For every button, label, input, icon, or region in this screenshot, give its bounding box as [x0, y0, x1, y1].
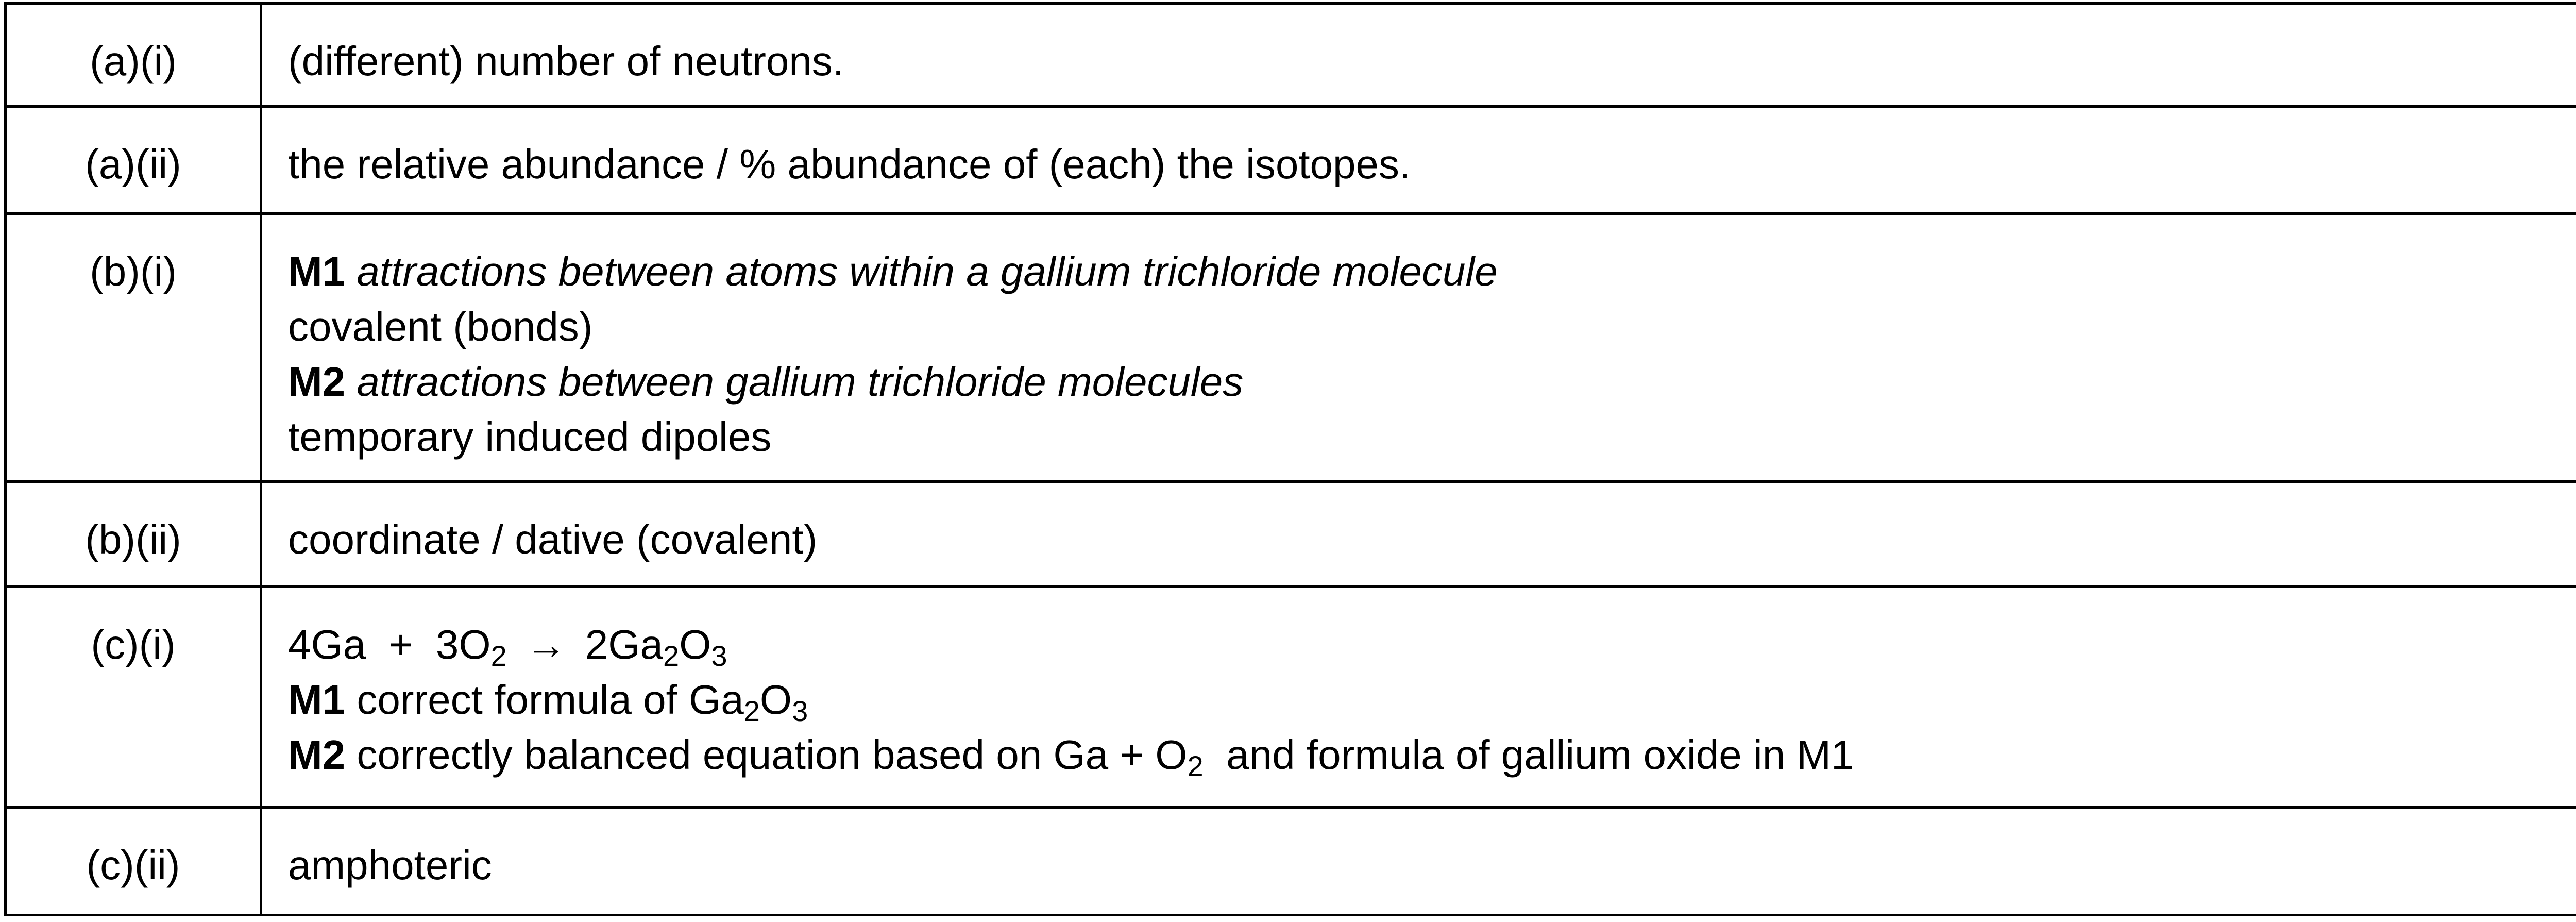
subscript: 3 [792, 695, 808, 727]
subscript: 3 [711, 640, 727, 672]
answer-cell: (different) number of neutrons. [261, 4, 2576, 107]
table-row [6, 808, 2576, 915]
question-number: (a)(ii) [6, 107, 261, 214]
subscript: 2 [1187, 750, 1204, 782]
table-row [6, 214, 2576, 482]
m2-label: M2 [288, 732, 346, 778]
table-row [6, 4, 2576, 107]
m1-text-oxygen: O [759, 677, 792, 723]
m2-line [288, 354, 2576, 409]
answer-cell: amphoteric [261, 808, 2576, 915]
question-number: (a)(i) [6, 4, 261, 107]
reaction-arrow: → [525, 622, 567, 667]
answer-cell: coordinate / dative (covalent) [261, 482, 2576, 587]
question-number: (c)(i) [6, 587, 261, 808]
m1-text: correct formula of Ga [357, 677, 744, 723]
table-row [6, 587, 2576, 808]
product-gallium: 2Ga [585, 622, 663, 667]
reactant-gallium: 4Ga [288, 622, 366, 667]
reactant-oxygen: 3O [435, 622, 491, 667]
subscript: 2 [743, 695, 760, 727]
m1-line [288, 672, 2576, 727]
answer-cell [261, 587, 2576, 808]
plus-sign: + [388, 622, 413, 667]
subscript: 2 [663, 640, 680, 672]
mark-scheme-table [4, 2, 2576, 916]
subscript: 2 [490, 640, 507, 672]
table-row [6, 107, 2576, 214]
m1-line [288, 244, 2576, 299]
m1-answer: covalent (bonds) [288, 304, 593, 349]
m1-label: M1 [288, 677, 346, 723]
m2-text-end: and formula of gallium oxide in M1 [1203, 732, 1854, 778]
question-number: (b)(ii) [6, 482, 261, 587]
balanced-equation [288, 617, 2576, 672]
question-number: (c)(ii) [6, 808, 261, 915]
product-oxygen: O [679, 622, 711, 667]
question-number: (b)(i) [6, 214, 261, 482]
m2-answer: temporary induced dipoles [288, 414, 772, 460]
m2-heading: attractions between gallium trichloride molecules [357, 359, 1244, 405]
table-row [6, 482, 2576, 587]
m2-text: correctly balanced equation based on Ga + O [357, 732, 1188, 778]
m2-line [288, 727, 2576, 782]
answer-cell [261, 214, 2576, 482]
m1-label: M1 [288, 248, 346, 294]
answer-cell: the relative abundance / % abundance of (each) the isotopes. [261, 107, 2576, 214]
m1-heading: attractions between atoms within a gallium trichloride molecule [357, 248, 1498, 294]
m2-label: M2 [288, 359, 346, 405]
